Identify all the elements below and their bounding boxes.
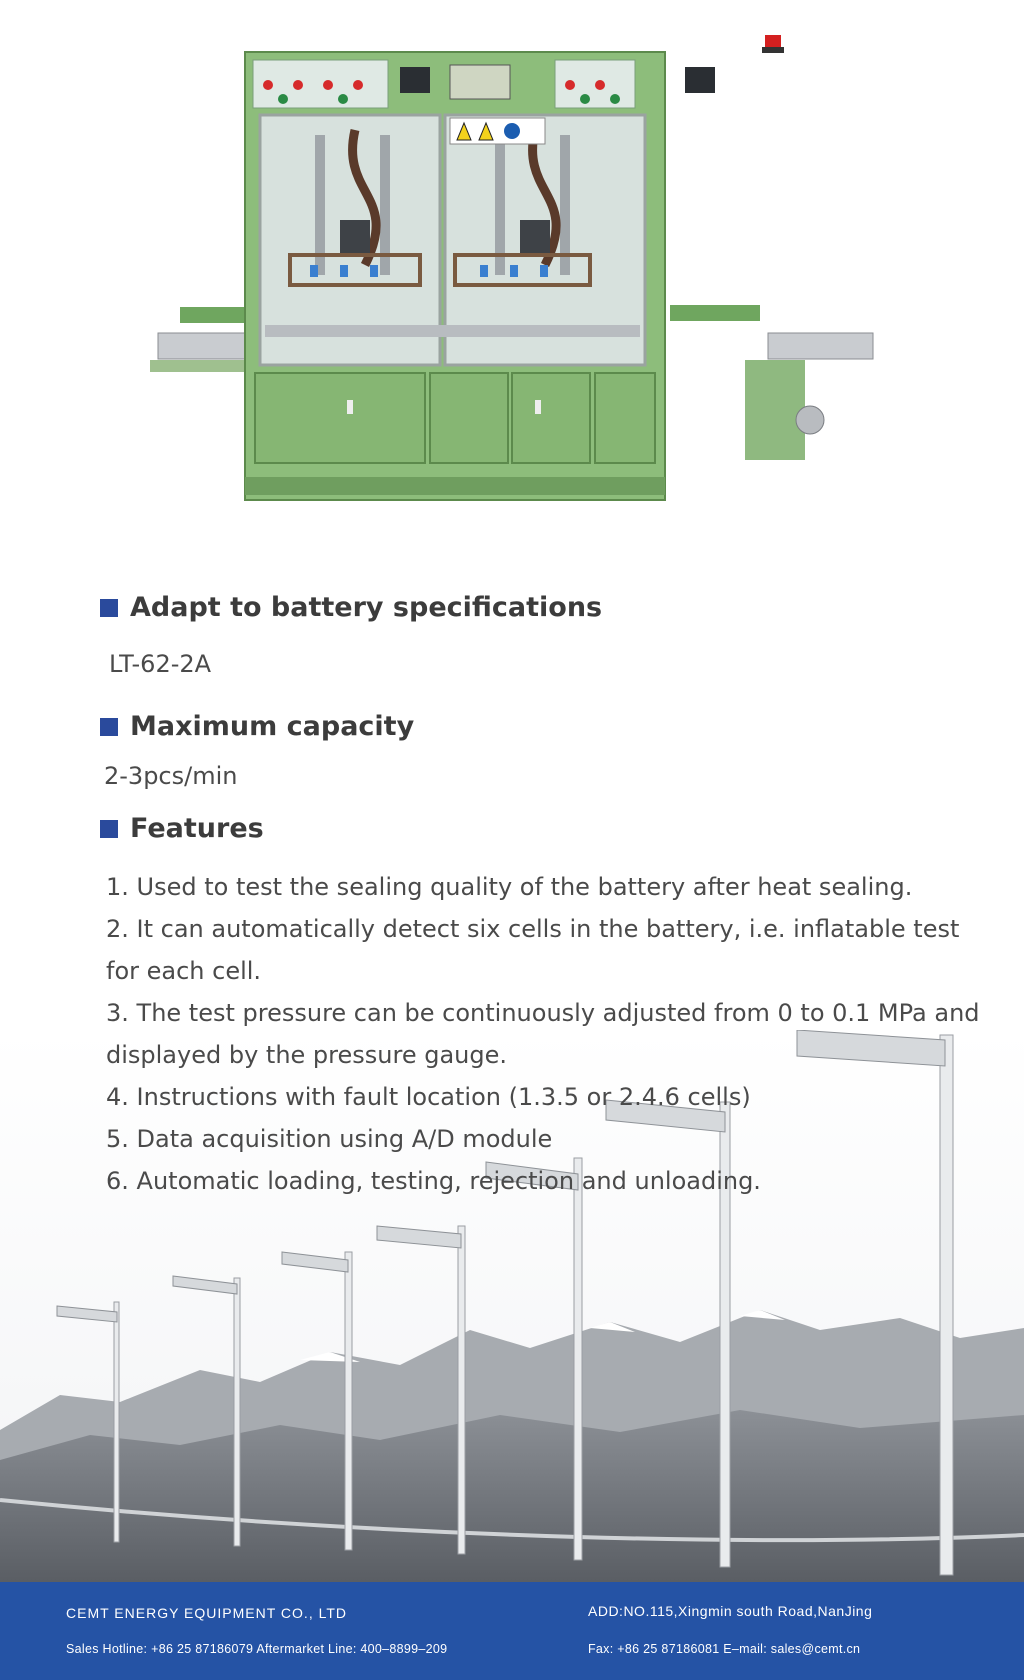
capacity-value: 2-3pcs/min bbox=[104, 762, 238, 790]
heading-adapt-text: Adapt to battery specifications bbox=[130, 592, 603, 623]
fax-email: Fax: +86 25 87186081 E–mail: sales@cemt.cn bbox=[588, 1642, 861, 1656]
heading-features bbox=[100, 813, 264, 844]
heading-capacity bbox=[100, 711, 414, 742]
company-address: ADD:NO.115,Xingmin south Road,NanJing bbox=[588, 1603, 873, 1619]
feature-item: 2. It can automatically detect six cells in the battery, i.e. inflatable test for each cell. bbox=[106, 915, 960, 985]
feature-item: 1. Used to test the sealing quality of the battery after heat sealing. bbox=[106, 873, 913, 901]
machine-photo bbox=[150, 15, 880, 505]
heading-features-text: Features bbox=[130, 813, 264, 844]
heading-capacity-text: Maximum capacity bbox=[130, 711, 415, 742]
feature-item: 6. Automatic loading, testing, rejection and unloading. bbox=[106, 1167, 761, 1195]
features-list bbox=[106, 866, 996, 1202]
feature-item: 5. Data acquisition using A/D module bbox=[106, 1125, 553, 1153]
company-name: CEMT ENERGY EQUIPMENT CO., LTD bbox=[66, 1605, 348, 1621]
heading-adapt bbox=[100, 592, 602, 623]
bullet-square-icon bbox=[100, 718, 118, 736]
sales-hotline: Sales Hotline: +86 25 87186079 Aftermarket Line: 400–8899–209 bbox=[66, 1642, 448, 1656]
bullet-square-icon bbox=[100, 820, 118, 838]
feature-item: 4. Instructions with fault location (1.3.5 or 2.4.6 cells) bbox=[106, 1083, 751, 1111]
footer bbox=[0, 1582, 1024, 1680]
bullet-square-icon bbox=[100, 599, 118, 617]
feature-item: 3. The test pressure can be continuously adjusted from 0 to 0.1 MPa and displayed by the pressure gauge. bbox=[106, 999, 980, 1069]
battery-spec-value: LT-62-2A bbox=[109, 650, 212, 678]
